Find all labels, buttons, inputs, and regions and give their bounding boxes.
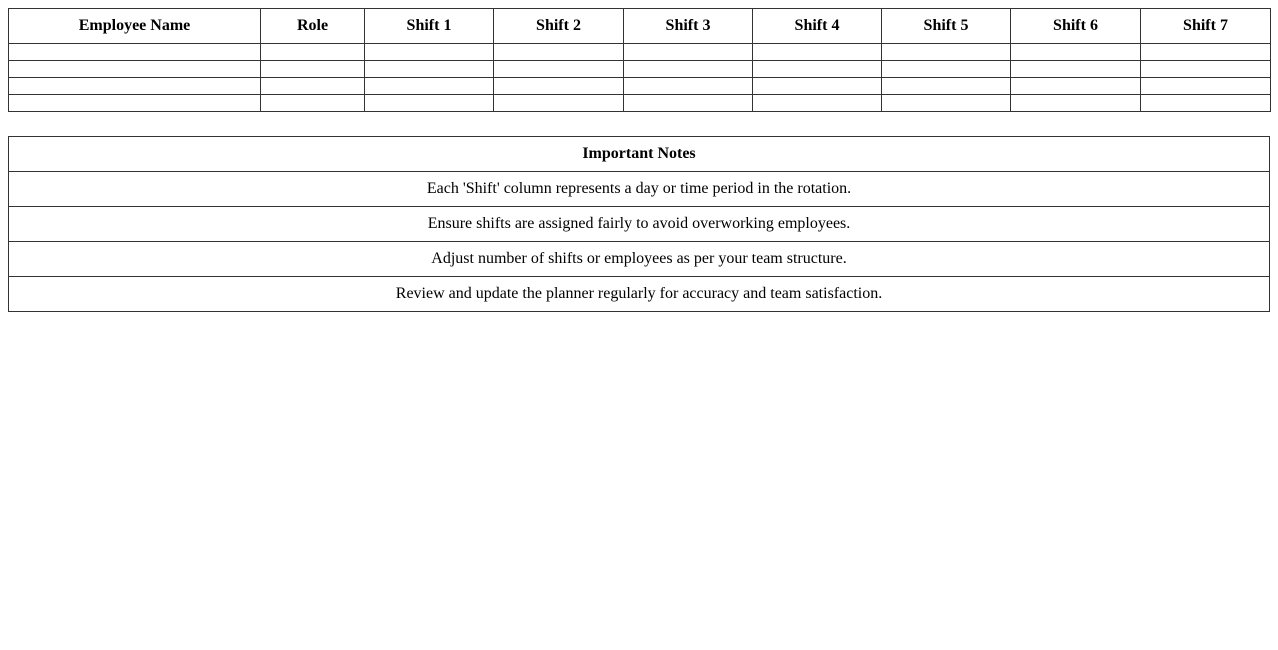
table-cell[interactable]: [882, 95, 1011, 112]
table-cell[interactable]: [753, 78, 882, 95]
table-cell[interactable]: [365, 95, 494, 112]
column-header-shift-4: Shift 4: [753, 9, 882, 44]
table-cell[interactable]: [1141, 95, 1271, 112]
column-header-employee-name: Employee Name: [9, 9, 261, 44]
table-cell[interactable]: [494, 61, 624, 78]
table-cell[interactable]: [624, 61, 753, 78]
table-cell[interactable]: [9, 78, 261, 95]
table-cell[interactable]: [1011, 95, 1141, 112]
table-cell[interactable]: [9, 95, 261, 112]
table-row: [9, 78, 1271, 95]
page-content: [8, 8, 1270, 312]
table-cell[interactable]: [365, 61, 494, 78]
table-cell[interactable]: [261, 61, 365, 78]
table-cell[interactable]: [624, 44, 753, 61]
note-text: Adjust number of shifts or employees as per your team structure.: [9, 242, 1270, 277]
table-cell[interactable]: [753, 61, 882, 78]
table-cell[interactable]: [1141, 78, 1271, 95]
table-cell[interactable]: [882, 61, 1011, 78]
table-cell[interactable]: [9, 44, 261, 61]
table-cell[interactable]: [753, 44, 882, 61]
table-cell[interactable]: [261, 44, 365, 61]
table-cell[interactable]: [882, 78, 1011, 95]
table-cell[interactable]: [1011, 78, 1141, 95]
table-cell[interactable]: [1141, 44, 1271, 61]
table-cell[interactable]: [261, 78, 365, 95]
table-cell[interactable]: [1011, 44, 1141, 61]
table-cell[interactable]: [624, 78, 753, 95]
note-row: [9, 172, 1270, 207]
table-cell[interactable]: [365, 78, 494, 95]
note-row: [9, 207, 1270, 242]
note-text: Each 'Shift' column represents a day or time period in the rotation.: [9, 172, 1270, 207]
important-notes-table: [8, 136, 1270, 312]
table-cell[interactable]: [624, 95, 753, 112]
table-cell[interactable]: [365, 44, 494, 61]
table-header-row: [9, 9, 1271, 44]
shift-schedule-table: [8, 8, 1271, 112]
column-header-shift-7: Shift 7: [1141, 9, 1271, 44]
table-cell[interactable]: [1011, 61, 1141, 78]
table-row: [9, 44, 1271, 61]
table-cell[interactable]: [1141, 61, 1271, 78]
column-header-shift-5: Shift 5: [882, 9, 1011, 44]
note-text: Review and update the planner regularly for accuracy and team satisfaction.: [9, 277, 1270, 312]
notes-title: Important Notes: [9, 137, 1270, 172]
notes-header-row: [9, 137, 1270, 172]
column-header-shift-6: Shift 6: [1011, 9, 1141, 44]
table-row: [9, 95, 1271, 112]
table-cell[interactable]: [261, 95, 365, 112]
column-header-shift-2: Shift 2: [494, 9, 624, 44]
table-cell[interactable]: [494, 44, 624, 61]
table-cell[interactable]: [9, 61, 261, 78]
note-row: [9, 277, 1270, 312]
table-cell[interactable]: [494, 78, 624, 95]
table-cell[interactable]: [882, 44, 1011, 61]
column-header-shift-1: Shift 1: [365, 9, 494, 44]
note-row: [9, 242, 1270, 277]
table-cell[interactable]: [753, 95, 882, 112]
table-row: [9, 61, 1271, 78]
column-header-role: Role: [261, 9, 365, 44]
note-text: Ensure shifts are assigned fairly to avoid overworking employees.: [9, 207, 1270, 242]
table-cell[interactable]: [494, 95, 624, 112]
column-header-shift-3: Shift 3: [624, 9, 753, 44]
